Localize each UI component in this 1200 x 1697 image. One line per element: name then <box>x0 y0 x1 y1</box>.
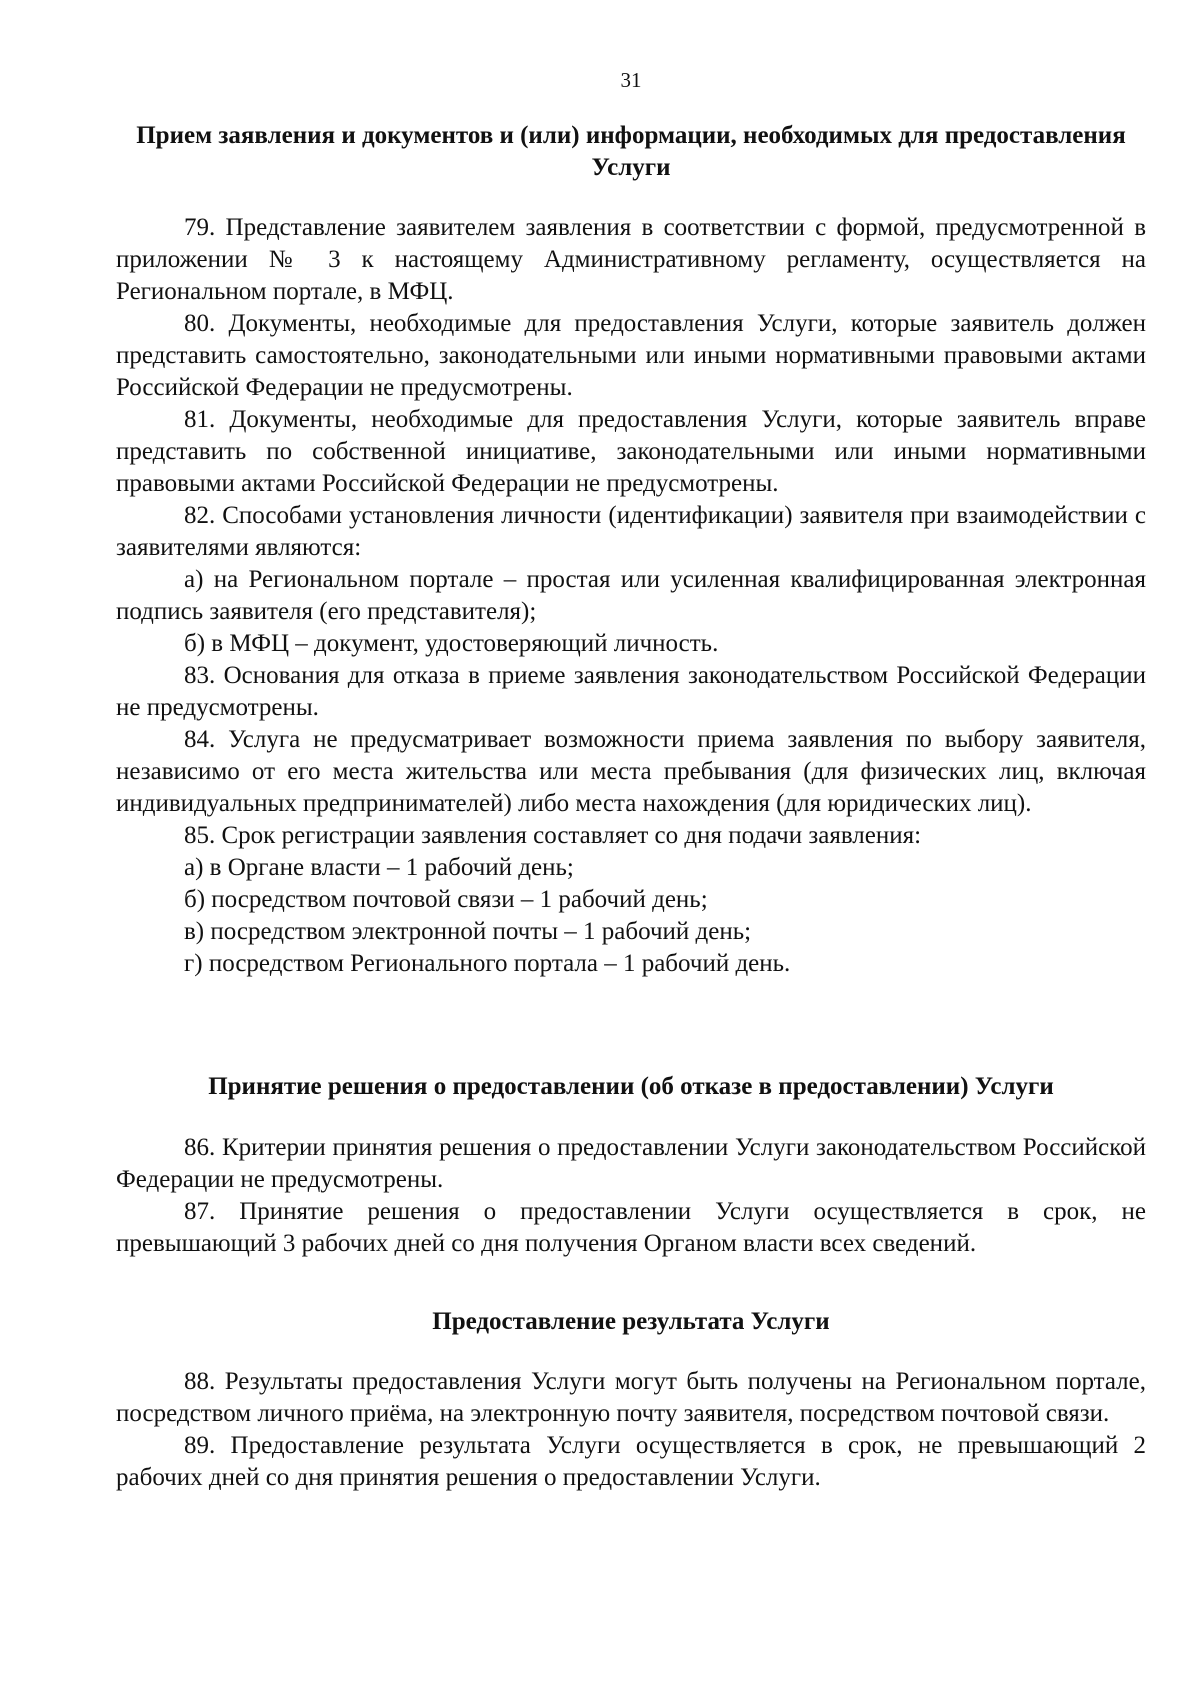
paragraph-82-a: а) на Региональном портале – простая или усиленная квалифицированная электронная подпись заявителя (его представителя); <box>116 566 1146 625</box>
paragraph-81: 81. Документы, необходимые для предоставления Услуги, которые заявитель вправе представить по собственной инициативе, законодательными или иными нормативными правовыми актами Российской Федерации не предусмотрены. <box>116 406 1146 497</box>
page-number: 31 <box>620 68 642 92</box>
paragraph-87: 87. Принятие решения о предоставлении Услуги осуществляется в срок, не превышающий 3 рабочих дней со дня получения Органом власти всех сведений. <box>116 1198 1146 1257</box>
paragraph-89: 89. Предоставление результата Услуги осуществляется в срок, не превышающий 2 рабочих дней со дня принятия решения о предоставлении Услуги. <box>116 1432 1146 1491</box>
section-heading: Предоставление результата Услуги <box>432 1308 830 1335</box>
paragraph-86: 86. Критерии принятия решения о предоставлении Услуги законодательством Российской Федерации не предусмотрены. <box>116 1134 1146 1193</box>
document-page <box>116 0 1146 1697</box>
paragraph-80: 80. Документы, необходимые для предоставления Услуги, которые заявитель должен представить самостоятельно, законодательными или иными нормативными правовыми актами Российской Федерации не предусмотрены. <box>116 310 1146 401</box>
paragraph-82: 82. Способами установления личности (идентификации) заявителя при взаимодействии с заявителями являются: <box>116 502 1146 561</box>
paragraph-84: 84. Услуга не предусматривает возможности приема заявления по выбору заявителя, независимо от его места жительства или места пребывания (для физических лиц, включая индивидуальных предпринимателей) либо места нахождения (для юридических лиц). <box>116 726 1146 817</box>
section-application-intake <box>116 120 1146 980</box>
paragraph-79: 79. Представление заявителем заявления в соответствии с формой, предусмотренной в приложении № 3 к настоящему Административному регламенту, осуществляется на Региональном портале, в МФЦ. <box>116 214 1146 305</box>
paragraph-85-b: б) посредством почтовой связи – 1 рабочий день; <box>184 886 708 913</box>
paragraph-85-a: а) в Органе власти – 1 рабочий день; <box>184 854 574 881</box>
paragraph-85-g: г) посредством Регионального портала – 1 рабочий день. <box>184 950 791 977</box>
section-decision-making <box>116 1071 1146 1260</box>
section-heading: Прием заявления и документов и (или) информации, необходимых для предоставления Услуги <box>136 122 1126 181</box>
section-result-delivery <box>116 1306 1146 1494</box>
paragraph-85-v: в) посредством электронной почты – 1 рабочий день; <box>184 918 752 945</box>
paragraph-82-b: б) в МФЦ – документ, удостоверяющий личность. <box>184 630 719 657</box>
section-heading: Принятие решения о предоставлении (об отказе в предоставлении) Услуги <box>208 1073 1054 1100</box>
paragraph-83: 83. Основания для отказа в приеме заявления законодательством Российской Федерации не предусмотрены. <box>116 662 1146 721</box>
paragraph-85: 85. Срок регистрации заявления составляет со дня подачи заявления: <box>184 822 922 849</box>
paragraph-88: 88. Результаты предоставления Услуги могут быть получены на Региональном портале, посредством личного приёма, на электронную почту заявителя, посредством почтовой связи. <box>116 1368 1146 1427</box>
